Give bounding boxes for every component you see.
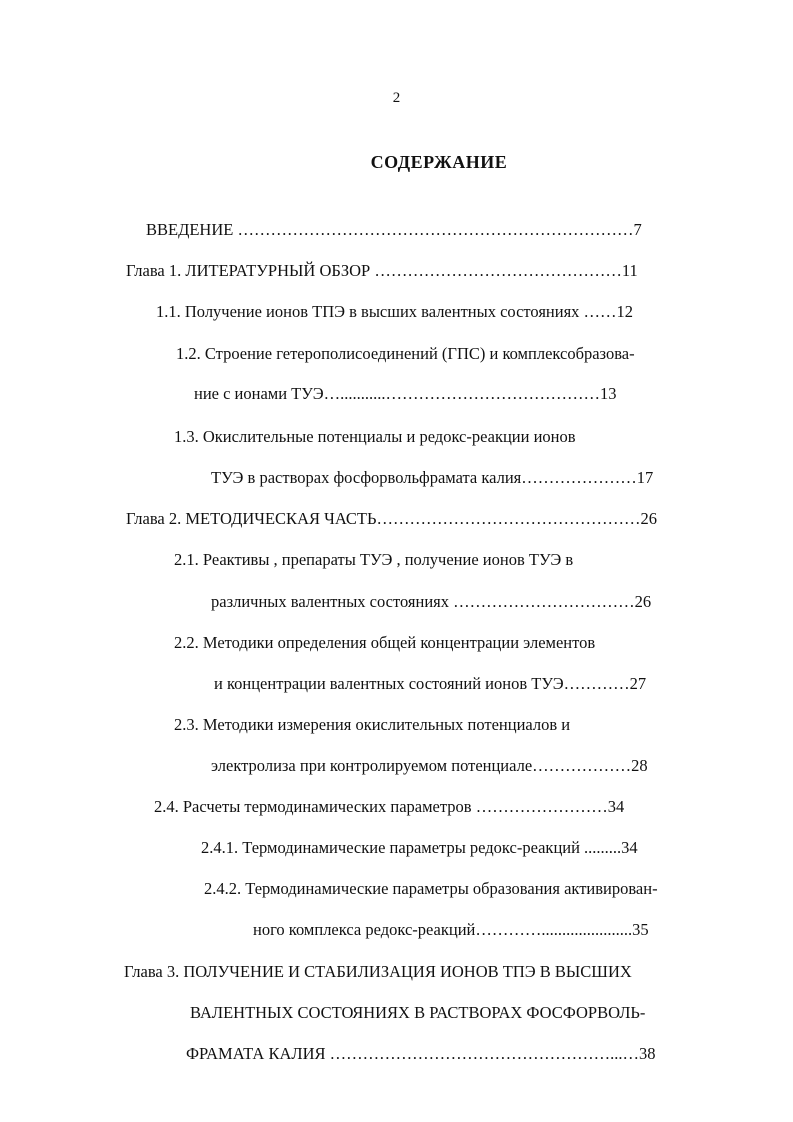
toc-entry-chapter-1: Глава 1. ЛИТЕРАТУРНЫЙ ОБЗОР ………………………………………11 [126, 261, 638, 280]
toc-entry-chapter-3-cont-2: ФРАМАТА КАЛИЯ ……………………………………………...…38 [186, 1044, 656, 1063]
toc-entry-1-3: 1.3. Окислительные потенциалы и редокс-реакции ионов [174, 427, 576, 446]
page-title: СОДЕРЖАНИЕ [370, 152, 508, 172]
toc-entry-2-4-2-cont: ного комплекса редокс-реакций…………......................35 [253, 920, 649, 939]
toc-entry-2-2-cont: и концентрации валентных состояний ионов ТУЭ…………27 [214, 674, 647, 693]
toc-entry-1-2-cont: ние с ионами ТУЭ…...........…………………………………13 [194, 384, 617, 403]
toc-entry-chapter-2: Глава 2. МЕТОДИЧЕСКАЯ ЧАСТЬ…………………………………………26 [126, 509, 657, 528]
toc-entry-2-1: 2.1. Реактивы , препараты ТУЭ , получение ионов ТУЭ в [174, 550, 574, 569]
toc-entry-2-2: 2.2. Методики определения общей концентрации элементов [174, 633, 596, 652]
toc-entry-1-3-cont: ТУЭ в растворах фосфорвольфрамата калия…………………17 [211, 468, 654, 487]
toc-entry-introduction: ВВЕДЕНИЕ ………………………………………………………………7 [146, 220, 642, 239]
toc-entry-chapter-3: Глава 3. ПОЛУЧЕНИЕ И СТАБИЛИЗАЦИЯ ИОНОВ ТПЭ В ВЫСШИХ [124, 962, 632, 981]
toc-entry-1-2: 1.2. Строение гетерополисоединений (ГПС) и комплексобразова- [176, 344, 635, 363]
toc-entry-chapter-3-cont-1: ВАЛЕНТНЫХ СОСТОЯНИЯХ В РАСТВОРАХ ФОСФОРВОЛЬ- [190, 1003, 646, 1022]
page-number: 2 [392, 90, 401, 106]
toc-entry-2-1-cont: различных валентных состояниях ……………………………26 [211, 592, 652, 611]
toc-entry-2-3: 2.3. Методики измерения окислительных потенциалов и [174, 715, 571, 734]
toc-entry-2-4-2: 2.4.2. Термодинамические параметры образования активирован- [204, 879, 658, 898]
toc-entry-2-3-cont: электролиза при контролируемом потенциале………………28 [211, 756, 648, 775]
toc-entry-1-1: 1.1. Получение ионов ТПЭ в высших валентных состояниях ……12 [156, 302, 634, 321]
toc-entry-2-4: 2.4. Расчеты термодинамических параметров ……………………34 [154, 797, 625, 816]
toc-entry-2-4-1: 2.4.1. Термодинамические параметры редокс-реакций .........34 [201, 838, 638, 857]
